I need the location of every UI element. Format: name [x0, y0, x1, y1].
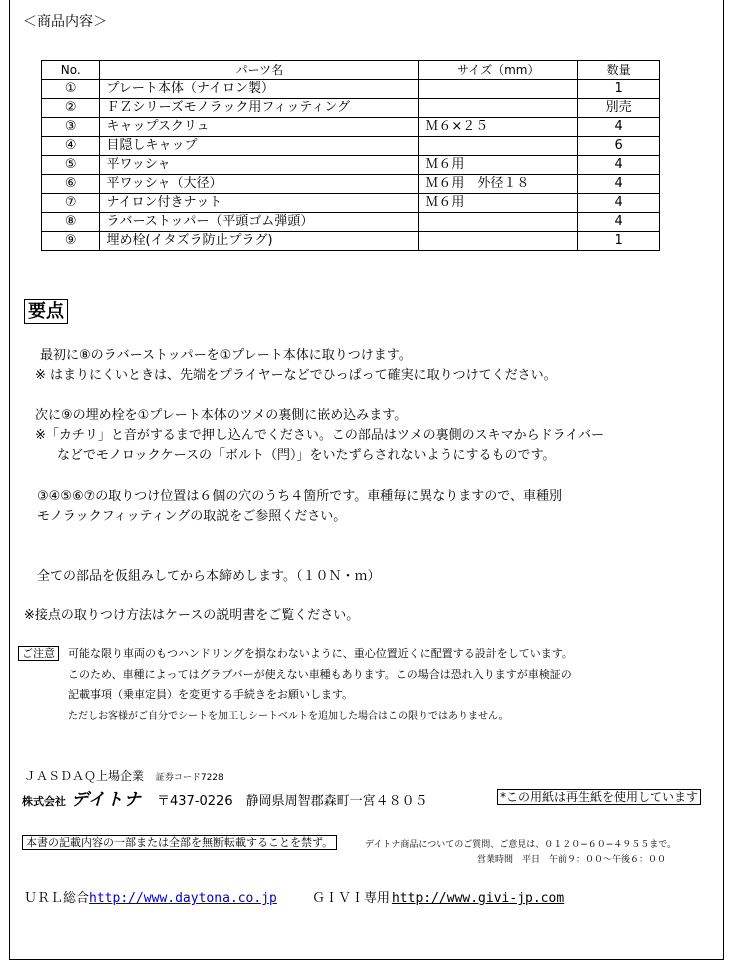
points-line-9: ※接点の取りつけ方法はケースの説明書をご覧ください。 [24, 608, 360, 623]
row-qty: 1 [578, 80, 660, 99]
row-qty: 6 [578, 137, 660, 156]
row-size: Ｍ６用 [419, 156, 578, 175]
business-hours: 営業時間 平日 午前９：００〜午後６：００ [477, 855, 667, 865]
recycled-note-box [497, 788, 701, 805]
copyright-box [22, 834, 337, 850]
parts-table [41, 60, 660, 251]
table-header-row [42, 61, 660, 80]
points-line-7: モノラックフィッティングの取説をご参照ください。 [37, 509, 347, 524]
notice-line-2: このため、車種によってはグラブバーが使えない車種もあります。この場合は恐れ入りますが車検証の [68, 668, 572, 681]
company-address: 〒437-0226 静岡県周智郡森町一宮４８０５ [157, 794, 428, 809]
contact-info: デイトナ商品についてのご質問、ご意見は、０１２０−６０−４９５５まで。 [365, 840, 677, 850]
row-qty: 4 [578, 194, 660, 213]
row-size: Ｍ６用 [419, 194, 578, 213]
url-line [24, 887, 564, 906]
row-no: ② [42, 99, 100, 118]
recycled-note: *この用紙は再生紙を使用しています [497, 789, 701, 805]
document-page [9, 0, 724, 960]
row-no: ⑦ [42, 194, 100, 213]
row-name: 目隠しキャップ [100, 137, 419, 156]
row-no: ⑧ [42, 213, 100, 232]
daytona-logo: デイトナ [71, 790, 142, 810]
notice-line-4: ただしお客様がご自分でシートを加工しシートベルトを追加した場合はこの限りではありません。 [68, 711, 509, 722]
table-row [42, 99, 660, 118]
table-row [42, 118, 660, 137]
table-row [42, 232, 660, 251]
row-name: 埋め栓(イタズラ防止プラグ) [100, 232, 419, 251]
header-name: パーツ名 [100, 61, 419, 80]
points-line-1: 最初に⑧のラバーストッパーを①プレート本体に取りつけます。 [40, 348, 412, 363]
row-name: 平ワッシャ [100, 156, 419, 175]
points-heading: 要点 [24, 299, 68, 324]
points-line-8: 全ての部品を仮組みしてから本締めします。（１０Ｎ・ｍ） [37, 569, 381, 584]
notice-line-1: 可能な限り車両のもつハンドリングを損なわないように、重心位置近くに配置する設計をしています。 [68, 647, 573, 660]
table-row [42, 80, 660, 99]
section-title: ＜商品内容＞ [23, 14, 107, 30]
points-line-6: ③④⑤⑥⑦の取りつけ位置は６個の穴のうち４箇所です。車種毎に異なりますので、車種別 [37, 489, 562, 504]
row-name: ナイロン付きナット [100, 194, 419, 213]
jasdaq-text: ＪＡＳＤＡＱ上場企業 [24, 769, 145, 783]
row-qty: 4 [578, 175, 660, 194]
header-qty: 数量 [578, 61, 660, 80]
company-line [22, 785, 428, 810]
row-size: Ｍ６×２５ [419, 118, 578, 137]
points-heading-box [24, 297, 68, 323]
points-line-4: ※「カチリ」と音がするまで押し込んでください。この部品はツメの裏側のスキマからドライバー [35, 428, 604, 443]
table-row [42, 194, 660, 213]
row-no: ⑥ [42, 175, 100, 194]
row-name: プレート本体（ナイロン製） [100, 80, 419, 99]
header-size: サイズ（mm） [419, 61, 578, 80]
row-qty: 4 [578, 213, 660, 232]
header-no: No. [42, 61, 100, 80]
row-size [419, 232, 578, 251]
row-no: ⑤ [42, 156, 100, 175]
row-name: ラバーストッパー（平頭ゴム弾頭） [100, 213, 419, 232]
stock-code: 証券コード7228 [155, 773, 224, 783]
points-line-3: 次に⑨の埋め栓を①プレート本体のツメの裏側に嵌め込みます。 [35, 408, 408, 423]
row-no: ③ [42, 118, 100, 137]
row-size [419, 137, 578, 156]
row-qty: 4 [578, 156, 660, 175]
points-line-5: などでモノロックケースの「ボルト（閂）」をいたずらされないようにするものです。 [57, 448, 556, 463]
row-size [419, 99, 578, 118]
row-name: ＦＺシリーズモノラック用フィッティング [100, 99, 419, 118]
row-size: Ｍ６用 外径１８ [419, 175, 578, 194]
table-row [42, 156, 660, 175]
givi-url-link[interactable]: http://www.givi-jp.com [391, 891, 565, 906]
row-name: キャップスクリュ [100, 118, 419, 137]
row-qty: 別売 [578, 99, 660, 118]
table-row [42, 137, 660, 156]
url-label-givi: ＧＩＶＩ専用 [311, 891, 390, 906]
copyright-notice: 本書の記載内容の一部または全部を無断転載することを禁ず。 [22, 835, 337, 850]
row-no: ⑨ [42, 232, 100, 251]
row-qty: 4 [578, 118, 660, 137]
url-label-general: ＵＲＬ総合 [24, 891, 90, 906]
row-name: 平ワッシャ（大径） [100, 175, 419, 194]
kabushiki-label: 株式会社 [22, 795, 66, 808]
table-row [42, 175, 660, 194]
notice-line-3: 記載事項（乗車定員）を変更する手続きをお願いします。 [68, 688, 354, 701]
row-qty: 1 [578, 232, 660, 251]
row-no: ④ [42, 137, 100, 156]
table-row [42, 213, 660, 232]
points-line-2: ※ はまりにくいときは、先端をプライヤーなどでひっぱって確実に取りつけてください。 [35, 368, 557, 383]
row-no: ① [42, 80, 100, 99]
row-size [419, 80, 578, 99]
daytona-url-link[interactable]: http://www.daytona.co.jp [89, 891, 277, 906]
notice-label [18, 645, 59, 661]
row-size [419, 213, 578, 232]
jasdaq-label [24, 767, 224, 784]
notice-badge: ご注意 [18, 646, 59, 661]
